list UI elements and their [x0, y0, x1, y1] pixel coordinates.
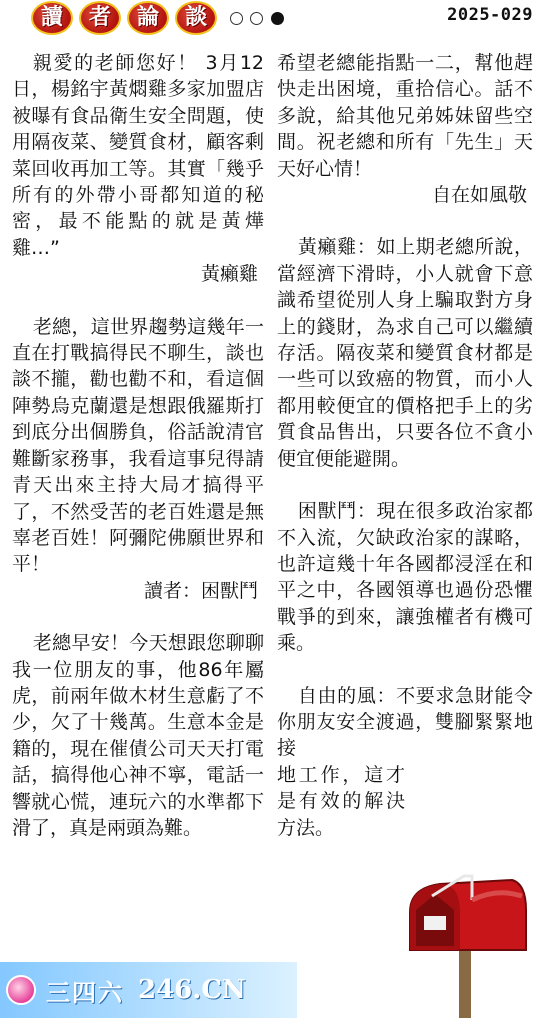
reply-paragraph: 地工作，這才是有效的解決方法。	[277, 763, 405, 839]
header	[0, 0, 545, 36]
mailbox-icon	[402, 870, 532, 1018]
empty-circle-icon	[230, 12, 243, 25]
letter-signature: 黃癩雞	[200, 263, 258, 286]
title-char-badge: 論	[127, 1, 169, 35]
title-char-badge: 讀	[31, 1, 73, 35]
issue-number: 2025-029	[447, 5, 533, 25]
watermark-site: 246.CN	[138, 975, 246, 1005]
reply-paragraph: 困獸鬥：現在很多政治家都不入流，欠缺政治家的謀略，也許這幾十年各國都浸淫在和平之中，各國領導也過份恐懼戰爭的到來，讓強權者有機可乘。	[277, 500, 533, 655]
reply-paragraph: 黃癩雞：如上期老總所說，當經濟下滑時，小人就會下意識希望從別人身上騙取對方身上的錢財，為求自己可以繼續存活。隔夜菜和變質食材都是一些可以致癌的物質，而小人都用較便宜的價格把手上的劣質食品售出，只要各位不貪小便宜便能避開。	[277, 236, 533, 470]
letter-signature: 自在如風敬	[431, 184, 527, 207]
left-column	[12, 50, 264, 841]
letter-paragraph: 親愛的老師您好！ 3月12日，楊銘宇黃燜雞多家加盟店被曝有食品衛生安全問題，使用隔夜菜、變質食材，顧客剩菜回收再加工等。其實「幾乎所有的外帶小哥都知道的秘密，最不能點的就是黃燁雞…”	[12, 52, 264, 259]
title-char-badge: 談	[175, 1, 217, 35]
logo-icon	[6, 975, 36, 1005]
letter-paragraph: 老總早安！今天想跟您聊聊我一位朋友的事，他86年屬虎，前兩年做木材生意虧了不少，欠了十幾萬。生意本金是籍的，現在催債公司天天打電話，搞得他心神不寧，電話一響就心慌，連玩六的水準都下滑了，真是兩頭為難。	[12, 632, 264, 839]
letter-paragraph: 老總，這世界趨勢這幾年一直在打戰搞得民不聊生，談也談不攏，勸也勸不和，看這個陣勢烏克蘭還是想跟俄羅斯打到底分出個勝負，俗話說清官難斷家務事，我看這事兒得請青天出來主持大局才搞得平了，不然受苦的老百姓還是無辜老百姓！阿彌陀佛願世界和平！	[12, 315, 264, 576]
filled-circle-icon	[271, 12, 284, 25]
watermark-text: 三四六	[46, 978, 124, 1007]
title-char-badge: 者	[79, 1, 121, 35]
letter-signature: 讀者：困獸鬥	[143, 579, 258, 602]
right-column	[277, 50, 533, 841]
empty-circle-icon	[250, 12, 263, 25]
letter-paragraph: 希望老總能指點一二，幫他趕快走出困境，重拾信心。話不多說，給其他兄弟姊妹留些空間。祝老總和所有「先生」天天好心情！	[277, 52, 533, 180]
watermark	[0, 962, 297, 1018]
reply-paragraph: 自由的風：不要求急財能令你朋友安全渡過，雙腳緊緊地接	[277, 684, 533, 760]
